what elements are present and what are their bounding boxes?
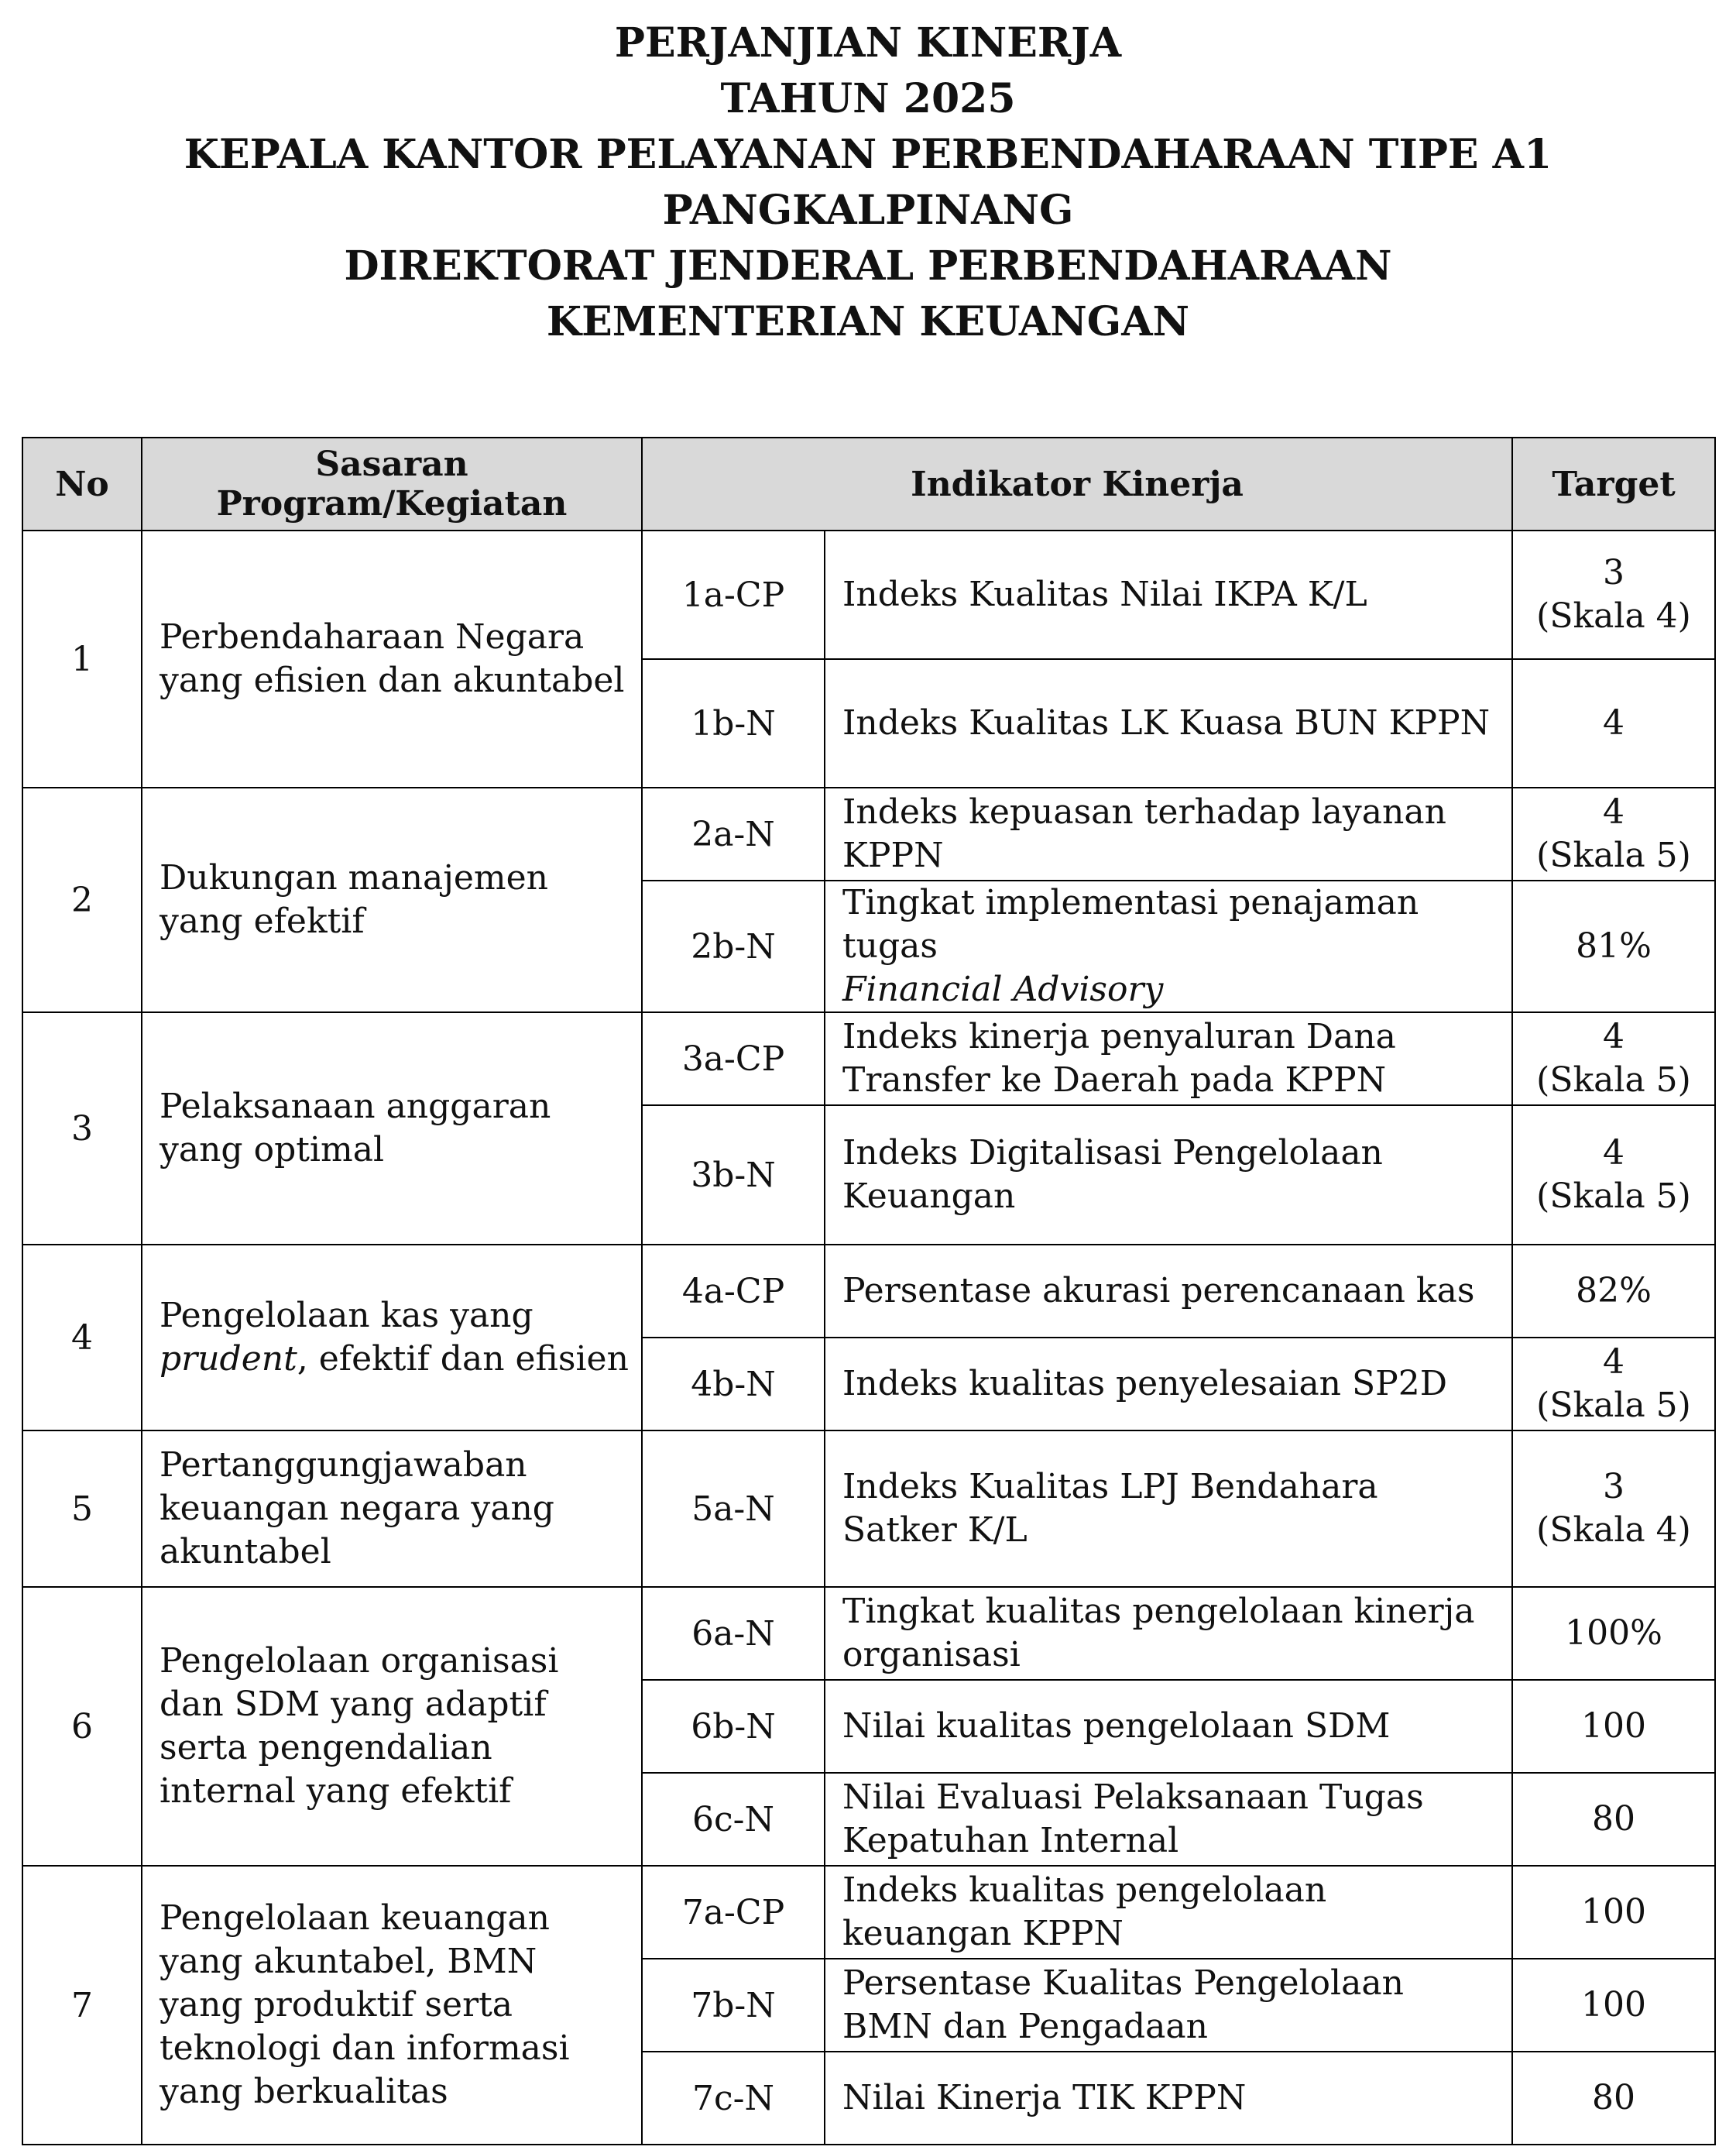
title-line-2: TAHUN 2025 [720,75,1016,122]
target-value: 4 [1603,792,1624,832]
target-cell [1512,531,1715,659]
group-sasaran: Pertanggungjawaban keuangan negara yang akuntabel [142,1430,642,1587]
indicator-text: Nilai Evaluasi Pelaksanaan Tugas Kepatuhan Internal [825,1773,1512,1866]
indicator-code: 7c-N [642,2052,825,2145]
target-cell [1512,1430,1715,1587]
group-sasaran: Dukungan manajemen yang efektif [142,788,642,1012]
indicator-code: 1a-CP [642,531,825,659]
sasaran-text-rest: , efektif dan efisien [297,1339,629,1379]
indicator-text: Indeks Kualitas LK Kuasa BUN KPPN [825,659,1512,788]
target-cell [1512,1105,1715,1245]
group-sasaran: Perbendaharaan Negara yang efisien dan akuntabel [142,531,642,788]
target-value: 4 [1603,1342,1624,1382]
target-cell [1512,1338,1715,1430]
indicator-code: 4b-N [642,1338,825,1430]
indicator-text-main: Tingkat implementasi penajaman tugas [842,883,1419,966]
title-line-6: KEMENTERIAN KEUANGAN [546,298,1190,345]
document-title [0,15,1736,350]
indicator-text: Persentase akurasi perencanaan kas [825,1245,1512,1338]
table-row [22,1012,1715,1105]
indicator-code: 6c-N [642,1773,825,1866]
indicator-code: 2a-N [642,788,825,881]
group-number: 6 [22,1587,142,1866]
group-sasaran: Pengelolaan organisasi dan SDM yang adaptif serta pengendalian internal yang efektif [142,1587,642,1866]
group-number: 1 [22,531,142,788]
target-scale: (Skala 5) [1536,1060,1691,1100]
target-value: 4 [1603,1133,1624,1173]
target-value: 100% [1565,1613,1662,1653]
header-no: No [22,438,142,531]
indicator-text: Tingkat kualitas pengelolaan kinerja organisasi [825,1587,1512,1680]
indicator-text: Indeks Kualitas LPJ Bendahara Satker K/L [825,1430,1512,1587]
target-value: 80 [1592,2078,1635,2117]
indicator-text: Indeks Digitalisasi Pengelolaan Keuangan [825,1105,1512,1245]
target-scale: (Skala 4) [1536,596,1691,636]
header-target: Target [1512,438,1715,531]
target-value: 3 [1603,553,1624,592]
indicator-text: Indeks Kualitas Nilai IKPA K/L [825,531,1512,659]
indicator-text-italic: Financial Advisory [842,970,1164,1009]
target-cell [1512,881,1715,1012]
target-value: 100 [1581,1706,1646,1746]
title-line-1: PERJANJIAN KINERJA [614,19,1122,67]
group-sasaran: Pelaksanaan anggaran yang optimal [142,1012,642,1245]
indicator-code: 7a-CP [642,1866,825,1959]
group-number: 2 [22,788,142,1012]
table-row [22,531,1715,659]
target-cell [1512,659,1715,788]
target-value: 100 [1581,1892,1646,1932]
target-value: 3 [1603,1467,1624,1506]
target-scale: (Skala 4) [1536,1510,1691,1550]
target-cell [1512,1680,1715,1773]
indicator-text: Indeks kualitas pengelolaan keuangan KPPN [825,1866,1512,1959]
title-line-3: KEPALA KANTOR PELAYANAN PERBENDAHARAAN TIPE A1 [184,131,1552,178]
table-row [22,1866,1715,1959]
group-number: 5 [22,1430,142,1587]
performance-table [22,437,1716,2145]
target-scale: (Skala 5) [1536,1176,1691,1216]
target-scale: (Skala 5) [1536,1386,1691,1425]
target-cell [1512,2052,1715,2145]
indicator-code: 6a-N [642,1587,825,1680]
header-indikator: Indikator Kinerja [642,438,1512,531]
table-row [22,1430,1715,1587]
target-value: 4 [1603,703,1624,743]
indicator-code: 6b-N [642,1680,825,1773]
title-line-4: PANGKALPINANG [662,187,1074,234]
sasaran-text-main: Pengelolaan kas yang [160,1296,533,1335]
group-number: 7 [22,1866,142,2145]
target-cell [1512,1959,1715,2052]
title-line-5: DIREKTORAT JENDERAL PERBENDAHARAAN [344,242,1392,290]
header-sasaran: Sasaran Program/Kegiatan [142,438,642,531]
table-header-row [22,438,1715,531]
indicator-code: 3a-CP [642,1012,825,1105]
indicator-text: Nilai kualitas pengelolaan SDM [825,1680,1512,1773]
sasaran-text-italic: prudent [160,1339,297,1379]
indicator-code: 2b-N [642,881,825,1012]
indicator-text: Indeks kinerja penyaluran Dana Transfer ke Daerah pada KPPN [825,1012,1512,1105]
target-value: 4 [1603,1017,1624,1056]
group-sasaran [142,1245,642,1430]
indicator-text: Indeks kualitas penyelesaian SP2D [825,1338,1512,1430]
group-sasaran: Pengelolaan keuangan yang akuntabel, BMN yang produktif serta teknologi dan informasi yang berkualitas [142,1866,642,2145]
target-cell [1512,1773,1715,1866]
indicator-text: Indeks kepuasan terhadap layanan KPPN [825,788,1512,881]
target-value: 80 [1592,1799,1635,1839]
indicator-code: 4a-CP [642,1245,825,1338]
target-scale: (Skala 5) [1536,836,1691,875]
target-value: 100 [1581,1985,1646,2025]
table-row [22,788,1715,881]
group-number: 4 [22,1245,142,1430]
target-cell [1512,788,1715,881]
indicator-text: Nilai Kinerja TIK KPPN [825,2052,1512,2145]
indicator-text [825,881,1512,1012]
indicator-code: 7b-N [642,1959,825,2052]
table-row [22,1245,1715,1338]
target-cell [1512,1587,1715,1680]
target-cell [1512,1012,1715,1105]
indicator-code: 3b-N [642,1105,825,1245]
target-cell [1512,1245,1715,1338]
target-cell [1512,1866,1715,1959]
indicator-text: Persentase Kualitas Pengelolaan BMN dan Pengadaan [825,1959,1512,2052]
group-number: 3 [22,1012,142,1245]
indicator-code: 5a-N [642,1430,825,1587]
table-row [22,1587,1715,1680]
indicator-code: 1b-N [642,659,825,788]
target-value: 81% [1576,926,1652,966]
target-value: 82% [1576,1271,1652,1310]
